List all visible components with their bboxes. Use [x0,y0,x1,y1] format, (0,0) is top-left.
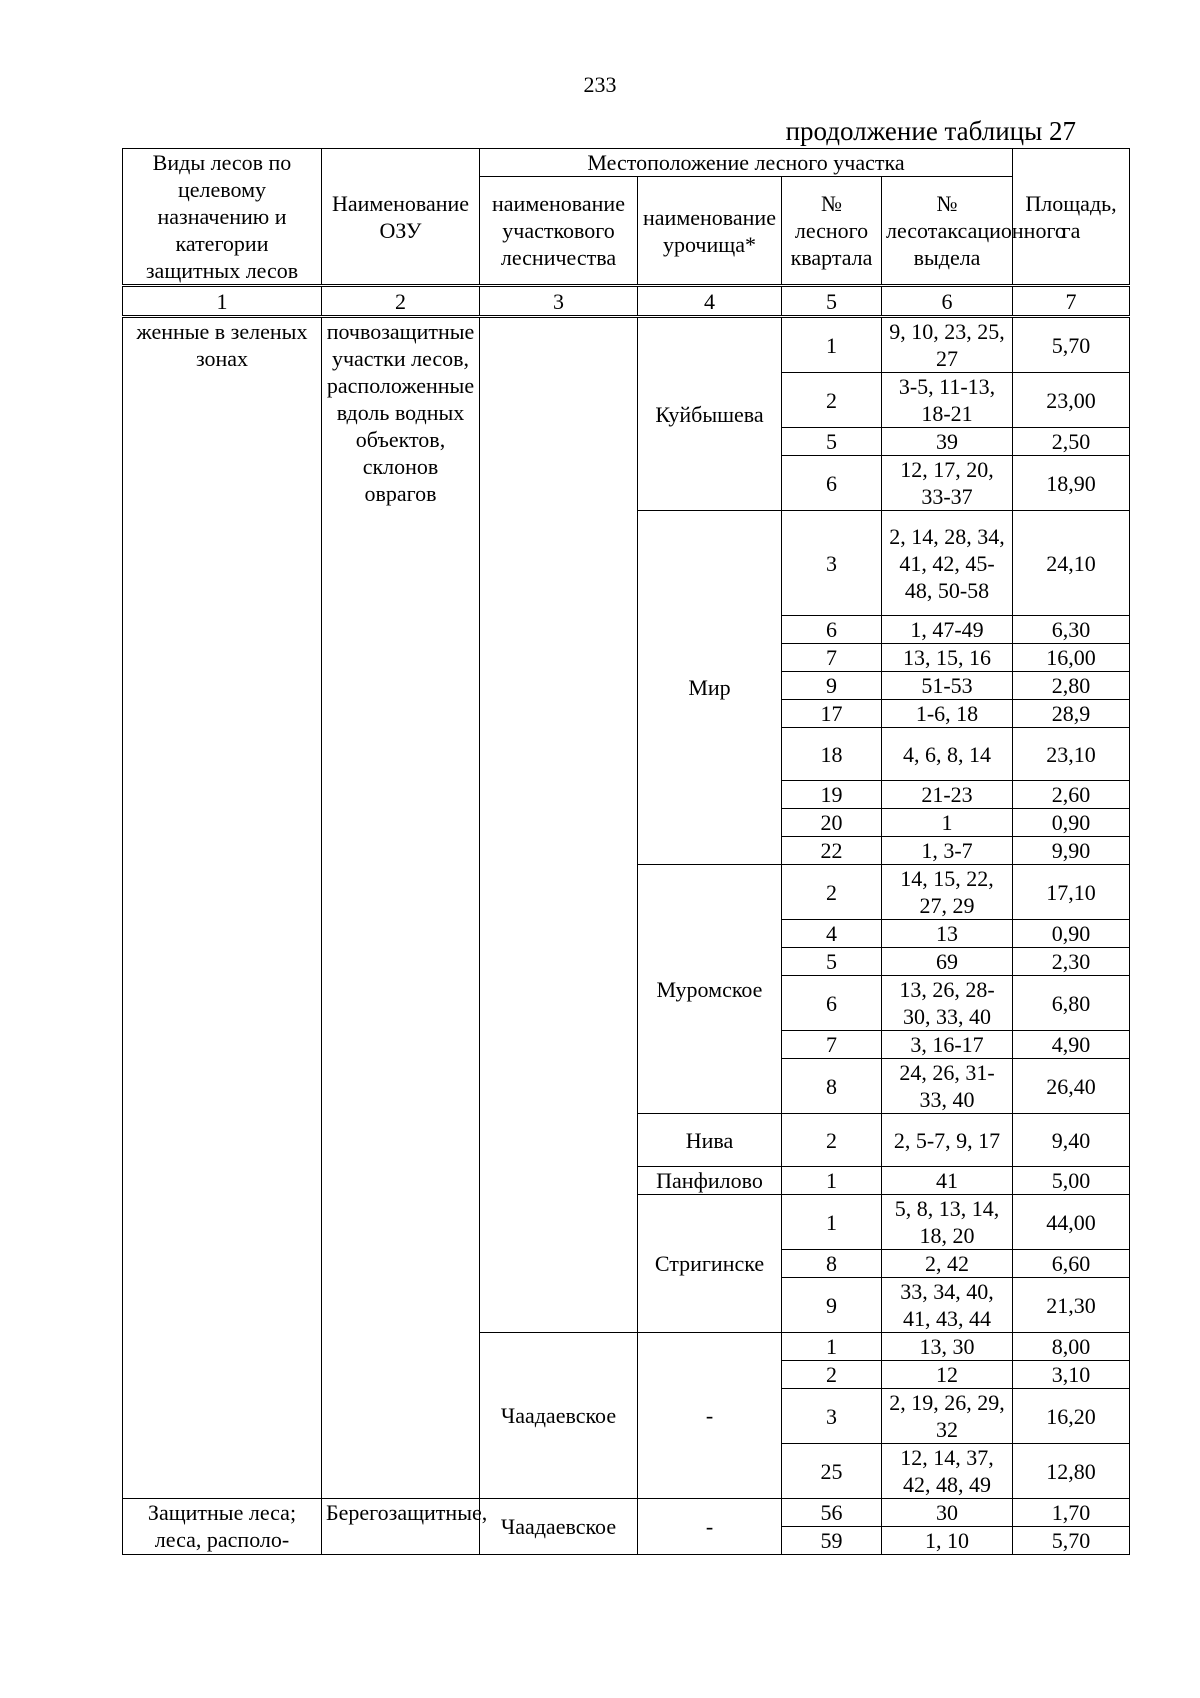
quarter-cell: 3 [782,511,882,616]
quarter-cell: 1 [782,1333,882,1361]
allotment-cell: 13, 30 [882,1333,1013,1361]
area-cell: 16,00 [1013,644,1130,672]
area-cell: 2,60 [1013,781,1130,809]
area-cell: 2,30 [1013,948,1130,976]
forest-allocation-table [122,148,1130,1555]
quarter-cell: 2 [782,1114,882,1167]
quarter-cell: 17 [782,700,882,728]
area-cell: 5,70 [1013,317,1130,373]
tract-cell: Панфилово [638,1167,782,1195]
allotment-cell: 1, 47-49 [882,616,1013,644]
quarter-cell: 5 [782,948,882,976]
quarter-cell: 3 [782,1389,882,1444]
area-cell: 8,00 [1013,1333,1130,1361]
area-cell: 3,10 [1013,1361,1130,1389]
tract-cell: Мир [638,511,782,865]
quarter-cell: 18 [782,728,882,781]
tract-cell: Нива [638,1114,782,1167]
quarter-cell: 7 [782,1031,882,1059]
allotment-cell: 33, 34, 40, 41, 43, 44 [882,1278,1013,1333]
area-cell: 23,00 [1013,373,1130,428]
area-cell: 2,80 [1013,672,1130,700]
forest-type-cell: Защитные леса; леса, располо- [123,1499,322,1555]
allotment-cell: 12 [882,1361,1013,1389]
quarter-cell: 8 [782,1250,882,1278]
allotment-cell: 12, 17, 20, 33-37 [882,456,1013,511]
allotment-cell: 3, 16-17 [882,1031,1013,1059]
area-cell: 12,80 [1013,1444,1130,1499]
district-cell: Чаадаевское [480,1333,638,1499]
allotment-cell: 2, 5-7, 9, 17 [882,1114,1013,1167]
allotment-cell: 12, 14, 37, 42, 48, 49 [882,1444,1013,1499]
area-cell: 6,80 [1013,976,1130,1031]
area-cell: 1,70 [1013,1499,1130,1527]
column-number: 5 [782,286,882,317]
quarter-cell: 2 [782,1361,882,1389]
header-tract: наименование урочища* [638,177,782,286]
header-location: Местоположение лесного участка [480,149,1013,177]
table-continuation-label: продолжение таблицы 27 [785,116,1076,146]
quarter-cell: 5 [782,428,882,456]
header-district: наименование участкового лесничества [480,177,638,286]
quarter-cell: 2 [782,865,882,920]
area-cell: 17,10 [1013,865,1130,920]
area-cell: 5,00 [1013,1167,1130,1195]
allotment-cell: 24, 26, 31-33, 40 [882,1059,1013,1114]
header-allotment: № лесотаксационного выдела [882,177,1013,286]
column-number: 3 [480,286,638,317]
quarter-cell: 6 [782,456,882,511]
quarter-cell: 2 [782,373,882,428]
allotment-cell: 2, 14, 28, 34, 41, 42, 45-48, 50-58 [882,511,1013,616]
header-area: Площадь, га [1013,149,1130,286]
area-cell: 18,90 [1013,456,1130,511]
quarter-cell: 9 [782,1278,882,1333]
tract-cell: - [638,1333,782,1499]
allotment-cell: 13 [882,920,1013,948]
tract-cell: - [638,1499,782,1555]
tract-cell: Муромское [638,865,782,1114]
quarter-cell: 7 [782,644,882,672]
quarter-cell: 8 [782,1059,882,1114]
allotment-cell: 30 [882,1499,1013,1527]
area-cell: 6,60 [1013,1250,1130,1278]
table-row [123,317,1130,373]
quarter-cell: 25 [782,1444,882,1499]
tract-cell: Стригинске [638,1195,782,1333]
allotment-cell: 2, 19, 26, 29, 32 [882,1389,1013,1444]
area-cell: 0,90 [1013,920,1130,948]
quarter-cell: 4 [782,920,882,948]
quarter-cell: 22 [782,837,882,865]
forest-type-cell: женные в зеленых зонах [123,317,322,1499]
district-cell [480,317,638,1333]
column-number: 7 [1013,286,1130,317]
allotment-cell: 4, 6, 8, 14 [882,728,1013,781]
quarter-cell: 20 [782,809,882,837]
column-number: 6 [882,286,1013,317]
page-number: 233 [583,72,617,97]
quarter-cell: 56 [782,1499,882,1527]
allotment-cell: 1, 3-7 [882,837,1013,865]
allotment-cell: 1, 10 [882,1527,1013,1555]
column-number: 4 [638,286,782,317]
allotment-cell: 5, 8, 13, 14, 18, 20 [882,1195,1013,1250]
quarter-cell: 1 [782,317,882,373]
area-cell: 23,10 [1013,728,1130,781]
quarter-cell: 6 [782,616,882,644]
ozu-name-cell: Берегозащитные, [322,1499,480,1555]
column-number: 2 [322,286,480,317]
area-cell: 16,20 [1013,1389,1130,1444]
column-number: 1 [123,286,322,317]
area-cell: 6,30 [1013,616,1130,644]
area-cell: 21,30 [1013,1278,1130,1333]
allotment-cell: 21-23 [882,781,1013,809]
quarter-cell: 6 [782,976,882,1031]
allotment-cell: 1 [882,809,1013,837]
table-row [123,1499,1130,1527]
quarter-cell: 59 [782,1527,882,1555]
allotment-cell: 39 [882,428,1013,456]
quarter-cell: 19 [782,781,882,809]
quarter-cell: 9 [782,672,882,700]
area-cell: 24,10 [1013,511,1130,616]
allotment-cell: 1-6, 18 [882,700,1013,728]
quarter-cell: 1 [782,1195,882,1250]
allotment-cell: 9, 10, 23, 25, 27 [882,317,1013,373]
allotment-cell: 3-5, 11-13, 18-21 [882,373,1013,428]
district-cell: Чаадаевское [480,1499,638,1555]
area-cell: 2,50 [1013,428,1130,456]
area-cell: 4,90 [1013,1031,1130,1059]
allotment-cell: 41 [882,1167,1013,1195]
allotment-cell: 13, 26, 28-30, 33, 40 [882,976,1013,1031]
header-ozu-name: Наименование ОЗУ [322,149,480,286]
allotment-cell: 13, 15, 16 [882,644,1013,672]
area-cell: 9,90 [1013,837,1130,865]
allotment-cell: 2, 42 [882,1250,1013,1278]
ozu-name-cell: почвозащитные участки лесов, расположенные вдоль водных объектов, склонов оврагов [322,317,480,1499]
header-quarter: № лесного квартала [782,177,882,286]
allotment-cell: 51-53 [882,672,1013,700]
area-cell: 28,9 [1013,700,1130,728]
area-cell: 5,70 [1013,1527,1130,1555]
area-cell: 9,40 [1013,1114,1130,1167]
area-cell: 26,40 [1013,1059,1130,1114]
allotment-cell: 69 [882,948,1013,976]
area-cell: 44,00 [1013,1195,1130,1250]
allotment-cell: 14, 15, 22, 27, 29 [882,865,1013,920]
tract-cell: Куйбышева [638,317,782,511]
area-cell: 0,90 [1013,809,1130,837]
quarter-cell: 1 [782,1167,882,1195]
header-forest-types: Виды лесов по целевому назначению и категории защитных лесов [123,149,322,286]
